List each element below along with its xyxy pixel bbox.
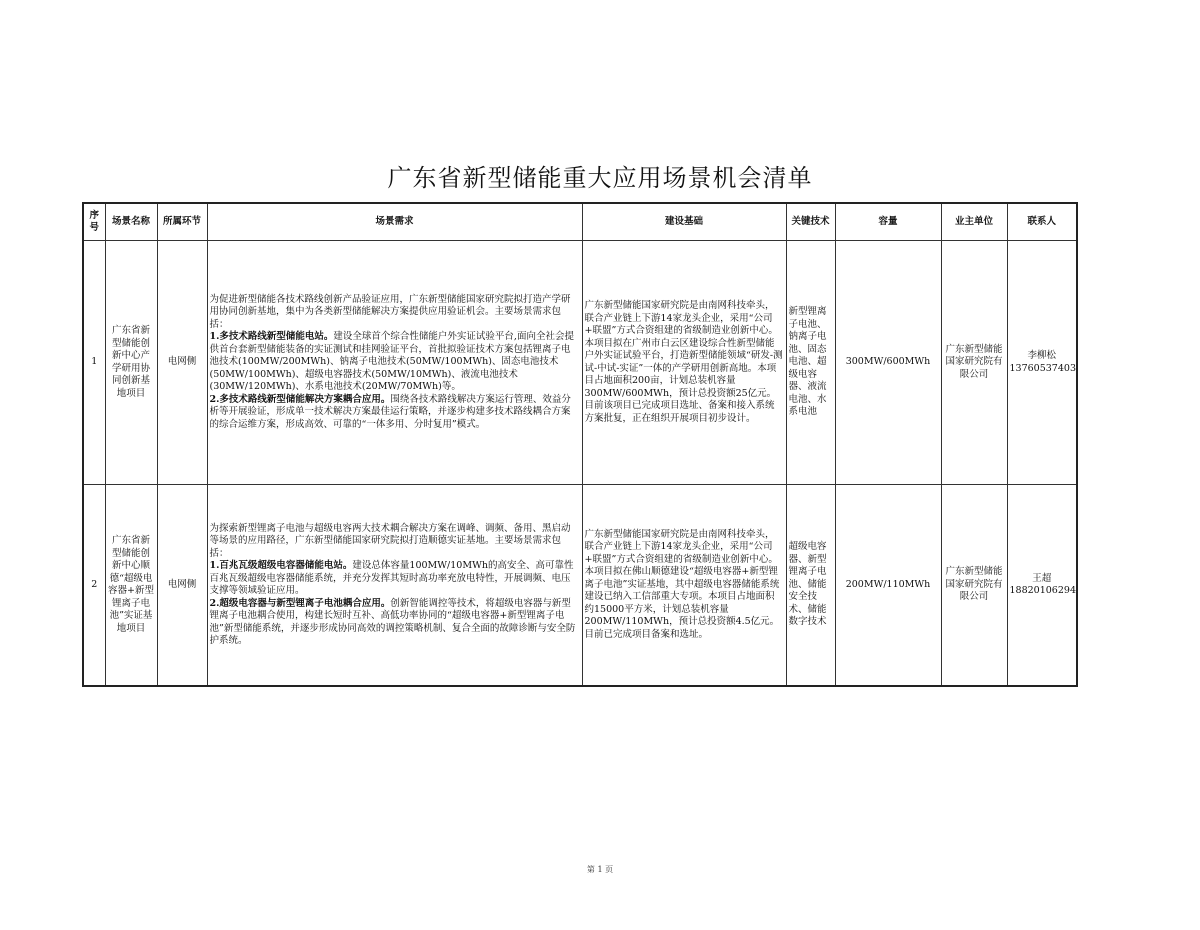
scenario-table xyxy=(82,202,1078,687)
row-scenario-name: 广东省新型储能创新中心产学研用协同创新基地项目 xyxy=(105,241,157,485)
row-contact: 李柳松13760537403 xyxy=(1007,241,1077,485)
header-basis: 建设基础 xyxy=(582,203,786,241)
header-tech: 关键技术 xyxy=(786,203,835,241)
page-title: 广东省新型储能重大应用场景机会清单 xyxy=(387,164,813,192)
row-segment: 电网侧 xyxy=(157,241,207,485)
row-need xyxy=(207,241,582,485)
row-index: 2 xyxy=(83,485,105,687)
row-scenario-name: 广东省新型储能创新中心顺德“超级电容器+新型锂离子电池”实证基地项目 xyxy=(105,485,157,687)
need-item-heading: 2.超级电容器与新型锂离子电池耦合应用。 xyxy=(209,597,391,609)
page-number: 第 1 页 xyxy=(586,865,614,874)
row-segment: 电网侧 xyxy=(157,485,207,687)
header-index: 序号 xyxy=(83,203,105,241)
row-tech: 超级电容器、新型锂离子电池、储能安全技术、储能数字技术 xyxy=(786,485,835,687)
need-item-heading: 1.百兆瓦级超级电容器储能电站。 xyxy=(209,560,353,571)
row-capacity: 200MW/110MWh xyxy=(835,485,941,687)
row-basis: 广东新型储能国家研究院是由南网科技牵头，联合产业链上下游14家龙头企业，采用“公司+联盟”方式合资组建的省级制造业创新中心。本项目拟在广州市白云区建设综合性新型储能户外实证试验平台，打造新型储能领域“研发-测试-中试-实证”一体的产学研用创新高地。本项目占地面积200亩，计划总装机容量300MW/600MWh，预计总投资额25亿元。目前该项目已完成项目选址、备案和接入系统方案批复，正在组织开展项目初步设计。 xyxy=(582,241,786,485)
header-contact: 联系人 xyxy=(1007,203,1077,241)
need-item-text: 建设全球首个综合性储能户外实证试验平台,面向全社会提供首台套新型储能装备的实证测试和挂网验证平台，首批拟验证技术方案包括锂离子电池技术(100MW/200MWh)、钠离子电池技术(50MW/100MWh)、固态电池技术(50MW/100MWh)、超级电容器技术(50MW/10MWh)、液流电池技术(30MW/120MWh)、水系电池技术(20MW/70MWh)等。 xyxy=(209,331,574,393)
row-basis: 广东新型储能国家研究院是由南网科技牵头，联合产业链上下游14家龙头企业，采用“公司+联盟”方式合资组建的省级制造业创新中心。本项目拟在佛山顺德建设“超级电容器+新型锂离子电池”实证基地，其中超级电容器储能系统建设已纳入工信部重大专项。本项目占地面积约15000平方米，计划总装机容量200MW/110MWh，预计总投资额4.5亿元。目前已完成项目备案和选址。 xyxy=(582,485,786,687)
row-owner: 广东新型储能国家研究院有限公司 xyxy=(941,241,1007,485)
row-capacity: 300MW/600MWh xyxy=(835,241,941,485)
row-index: 1 xyxy=(83,241,105,485)
header-need: 场景需求 xyxy=(207,203,582,241)
need-item-text: 围绕各技术路线解决方案运行管理、效益分析等开展验证，形成单一技术解决方案最佳运行策略，并逐步构建多技术路线耦合方案的综合运维方案，形成高效、可靠的“一体多用、分时复用”模式。 xyxy=(209,393,571,430)
table-header-row xyxy=(83,203,1077,241)
header-name: 场景名称 xyxy=(105,203,157,241)
table-row xyxy=(83,485,1077,687)
need-intro: 为促进新型储能各技术路线创新产品验证应用，广东新型储能国家研究院拟打造产学研用协同创新基地，集中为各类新型储能解决方案提供应用验证机会。主要场景需求包括： xyxy=(209,293,571,330)
need-item-heading: 1.多技术路线新型储能电站。 xyxy=(209,331,334,343)
header-capacity: 容量 xyxy=(835,203,941,241)
need-intro: 为探索新型锂离子电池与超级电容两大技术耦合解决方案在调峰、调频、备用、黑启动等场景的应用路径，广东新型储能国家研究院拟打造顺德实证基地。主要场景需求包括： xyxy=(209,522,571,559)
row-contact: 王超18820106294 xyxy=(1007,485,1077,687)
row-owner: 广东新型储能国家研究院有限公司 xyxy=(941,485,1007,687)
header-segment: 所属环节 xyxy=(157,203,207,241)
header-owner: 业主单位 xyxy=(941,203,1007,241)
table-row xyxy=(83,241,1077,485)
row-tech: 新型锂离子电池、钠离子电池、固态电池、超级电容器、液流电池、水系电池 xyxy=(786,241,835,485)
need-item-heading: 2.多技术路线新型储能解决方案耦合应用。 xyxy=(209,393,391,405)
need-item-text: 建设总体容量100MW/10MWh的高安全、高可靠性百兆瓦级超级电容器储能系统，并充分发挥其短时高功率充放电特性，开展调频、电压支撑等领域验证应用。 xyxy=(209,560,574,596)
need-item-text: 创新智能调控等技术，将超级电容器与新型锂离子电池耦合使用，构建长短时互补、高低功率协同的“超级电容器+新型锂离子电池”新型储能系统，并逐步形成协同高效的调控策略机制、复合全面的故障诊断与安全防护系统。 xyxy=(209,597,576,646)
row-need xyxy=(207,485,582,687)
